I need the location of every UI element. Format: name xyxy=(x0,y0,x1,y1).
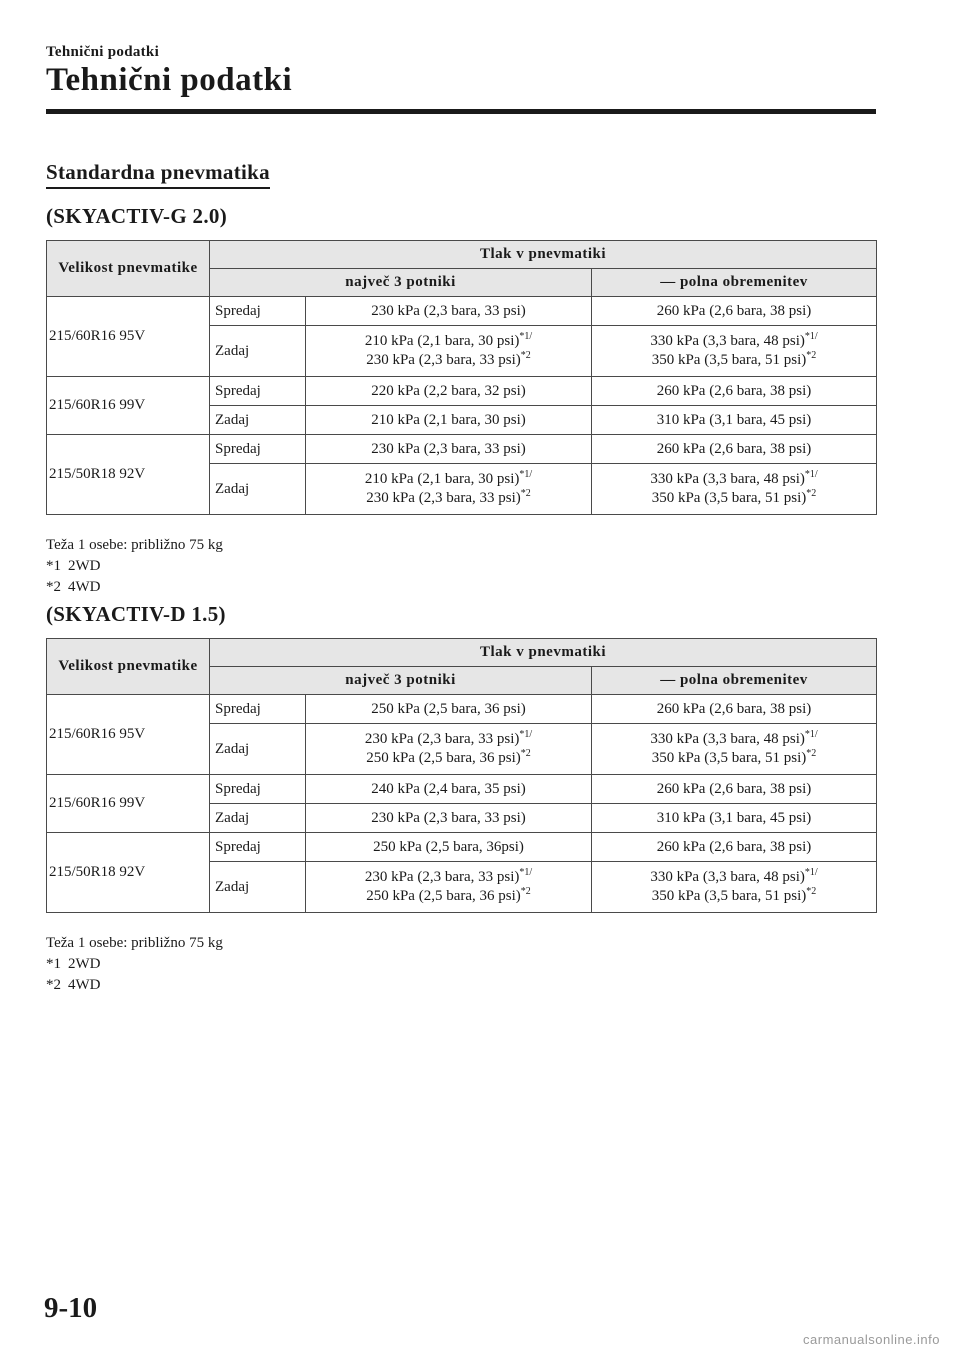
table-row xyxy=(47,695,877,724)
pressure-cell: 260 kPa (2,6 bara, 38 psi) xyxy=(592,695,877,724)
footnote-ref: *1/ xyxy=(804,867,818,878)
pressure-cell: 260 kPa (2,6 bara, 38 psi) xyxy=(592,775,877,804)
pressure-cell xyxy=(306,326,592,377)
col-header-three-passengers: največ 3 potniki xyxy=(210,667,592,695)
footnote-ref: *1/ xyxy=(804,729,818,740)
tire-pressure-table-d15 xyxy=(46,638,877,913)
pressure-value: 350 kPa (3,5 bara, 51 psi) xyxy=(651,888,807,904)
pressure-cell: 310 kPa (3,1 bara, 45 psi) xyxy=(592,804,877,833)
footnote-mark: *2 xyxy=(46,579,61,595)
footnote-ref: *1/ xyxy=(519,867,533,878)
pressure-value: 230 kPa (2,3 bara, 33 psi) xyxy=(364,869,520,885)
pressure-cell: 230 kPa (2,3 bara, 33 psi) xyxy=(306,297,592,326)
pressure-cell xyxy=(592,862,877,913)
footnote-mark: *1 xyxy=(46,558,61,574)
note-line xyxy=(46,577,223,598)
position-cell: Spredaj xyxy=(210,833,306,862)
position-cell: Zadaj xyxy=(210,804,306,833)
tire-size-cell: 215/60R16 99V xyxy=(47,377,210,435)
position-cell: Spredaj xyxy=(210,775,306,804)
tire-size-cell: 215/60R16 99V xyxy=(47,775,210,833)
footnote-mark: *2 xyxy=(46,977,61,993)
pressure-value: 350 kPa (3,5 bara, 51 psi) xyxy=(651,750,807,766)
table-row xyxy=(47,297,877,326)
pressure-value: 250 kPa (2,5 bara, 36 psi) xyxy=(366,888,521,904)
table-notes-g20 xyxy=(46,535,223,598)
position-cell: Zadaj xyxy=(210,406,306,435)
pressure-value: 350 kPa (3,5 bara, 51 psi) xyxy=(651,490,807,506)
table-row xyxy=(47,435,877,464)
chapter-rule xyxy=(46,109,876,114)
position-cell: Zadaj xyxy=(210,724,306,775)
pressure-cell: 220 kPa (2,2 bara, 32 psi) xyxy=(306,377,592,406)
tire-size-cell: 215/60R16 95V xyxy=(47,297,210,377)
pressure-cell xyxy=(306,724,592,775)
chapter-title: Tehnični podatki xyxy=(46,62,293,98)
position-cell: Spredaj xyxy=(210,435,306,464)
pressure-value: 230 kPa (2,3 bara, 33 psi) xyxy=(364,731,520,747)
footnote-ref: *1/ xyxy=(519,331,533,342)
footnote-ref: *1/ xyxy=(804,469,818,480)
footnote-ref: *2 xyxy=(520,488,531,499)
footnote-ref: *1/ xyxy=(519,469,533,480)
table-notes-d15 xyxy=(46,933,223,996)
position-cell: Zadaj xyxy=(210,862,306,913)
note-line xyxy=(46,954,223,975)
pressure-cell xyxy=(306,862,592,913)
pressure-cell: 260 kPa (2,6 bara, 38 psi) xyxy=(592,297,877,326)
col-header-size: Velikost pnevmatike xyxy=(47,639,210,695)
pressure-value: 250 kPa (2,5 bara, 36 psi) xyxy=(366,750,521,766)
tire-size-cell: 215/50R18 92V xyxy=(47,833,210,913)
col-header-size: Velikost pnevmatike xyxy=(47,241,210,297)
col-header-three-passengers: največ 3 potniki xyxy=(210,269,592,297)
watermark: carmanualsonline.info xyxy=(803,1332,940,1347)
note-text: 4WD xyxy=(68,579,101,595)
note-weight: Teža 1 osebe: približno 75 kg xyxy=(46,935,223,951)
pressure-cell: 240 kPa (2,4 bara, 35 psi) xyxy=(306,775,592,804)
pressure-value: 210 kPa (2,1 bara, 30 psi) xyxy=(364,471,520,487)
pressure-value: 210 kPa (2,1 bara, 30 psi) xyxy=(364,333,520,349)
col-header-full-load: — polna obremenitev xyxy=(592,269,877,297)
footnote-ref: *2 xyxy=(806,488,817,499)
footnote-ref: *2 xyxy=(806,886,817,897)
pressure-value: 230 kPa (2,3 bara, 33 psi) xyxy=(366,352,521,368)
pressure-cell: 230 kPa (2,3 bara, 33 psi) xyxy=(306,804,592,833)
pressure-value: 330 kPa (3,3 bara, 48 psi) xyxy=(650,333,805,349)
col-header-full-load: — polna obremenitev xyxy=(592,667,877,695)
pressure-value: 330 kPa (3,3 bara, 48 psi) xyxy=(650,731,805,747)
pressure-value: 230 kPa (2,3 bara, 33 psi) xyxy=(366,490,521,506)
pressure-cell: 210 kPa (2,1 bara, 30 psi) xyxy=(306,406,592,435)
pressure-cell: 260 kPa (2,6 bara, 38 psi) xyxy=(592,833,877,862)
header-row xyxy=(47,241,877,269)
position-cell: Spredaj xyxy=(210,297,306,326)
section-title: Standardna pnevmatika xyxy=(46,160,270,189)
page-number: 9-10 xyxy=(44,1292,98,1324)
pressure-value: 350 kPa (3,5 bara, 51 psi) xyxy=(651,352,807,368)
position-cell: Zadaj xyxy=(210,326,306,377)
pressure-cell: 310 kPa (3,1 bara, 45 psi) xyxy=(592,406,877,435)
col-header-pressure: Tlak v pnevmatiki xyxy=(210,241,877,269)
footnote-ref: *2 xyxy=(520,748,531,759)
footnote-mark: *1 xyxy=(46,956,61,972)
pressure-cell xyxy=(306,464,592,515)
subsection-title-g20: (SKYACTIV-G 2.0) xyxy=(46,204,227,228)
footnote-ref: *2 xyxy=(520,350,531,361)
footnote-ref: *2 xyxy=(806,748,817,759)
table-row xyxy=(47,775,877,804)
tire-size-cell: 215/60R16 95V xyxy=(47,695,210,775)
pressure-cell xyxy=(592,724,877,775)
tire-size-cell: 215/50R18 92V xyxy=(47,435,210,515)
note-line xyxy=(46,975,223,996)
note-text: 2WD xyxy=(68,558,101,574)
pressure-value: 330 kPa (3,3 bara, 48 psi) xyxy=(650,869,805,885)
tire-pressure-table-g20 xyxy=(46,240,877,515)
running-head: Tehnični podatki xyxy=(46,44,160,60)
note-weight: Teža 1 osebe: približno 75 kg xyxy=(46,537,223,553)
position-cell: Spredaj xyxy=(210,377,306,406)
note-line xyxy=(46,556,223,577)
subsection-title-d15: (SKYACTIV-D 1.5) xyxy=(46,602,226,626)
footnote-ref: *1/ xyxy=(804,331,818,342)
col-header-pressure: Tlak v pnevmatiki xyxy=(210,639,877,667)
pressure-cell: 230 kPa (2,3 bara, 33 psi) xyxy=(306,435,592,464)
position-cell: Zadaj xyxy=(210,464,306,515)
pressure-cell xyxy=(592,464,877,515)
pressure-value: 330 kPa (3,3 bara, 48 psi) xyxy=(650,471,805,487)
note-text: 2WD xyxy=(68,956,101,972)
footnote-ref: *2 xyxy=(806,350,817,361)
position-cell: Spredaj xyxy=(210,695,306,724)
note-text: 4WD xyxy=(68,977,101,993)
footnote-ref: *1/ xyxy=(519,729,533,740)
table-row xyxy=(47,833,877,862)
pressure-cell: 260 kPa (2,6 bara, 38 psi) xyxy=(592,435,877,464)
pressure-cell: 260 kPa (2,6 bara, 38 psi) xyxy=(592,377,877,406)
pressure-cell: 250 kPa (2,5 bara, 36 psi) xyxy=(306,695,592,724)
footnote-ref: *2 xyxy=(520,886,531,897)
header-row xyxy=(47,639,877,667)
pressure-cell xyxy=(592,326,877,377)
pressure-cell: 250 kPa (2,5 bara, 36psi) xyxy=(306,833,592,862)
table-row xyxy=(47,377,877,406)
